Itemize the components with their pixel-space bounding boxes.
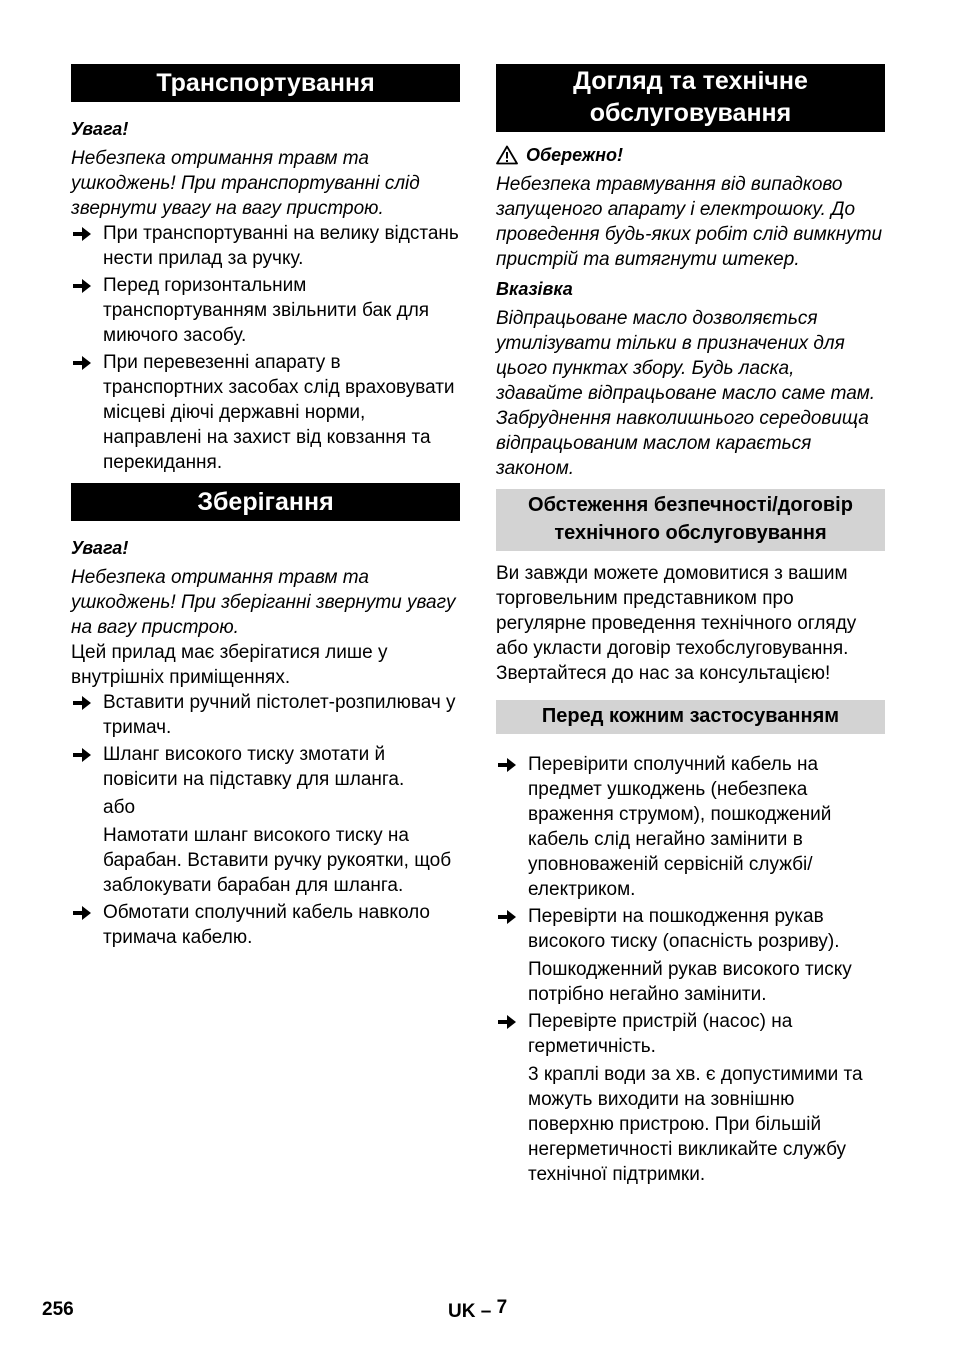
arrow-right-icon <box>498 757 516 773</box>
page-number: 256 <box>42 1299 74 1320</box>
heading-safety-inspection <box>496 489 885 551</box>
list-item-text: Перевірти на пошкодження рукав високого тиску (опасність розриву). <box>528 906 840 952</box>
arrow-right-icon <box>73 355 91 371</box>
list-item-text: При транспортуванні на велику відстань нести прилад за ручку. <box>103 223 459 269</box>
heading-safety-line2: технічного обслуговування <box>554 522 827 544</box>
care-note-text: Відпрацьоване масло дозволяється утилізувати тільки в призначених для цього пунктах збору. Будь ласка, здавайте відпрацьоване масло саме там. Забруднення навколишнього середовища відпрацьованим маслом карається законом. <box>496 308 876 479</box>
footer-lang-page: 7 <box>496 1297 508 1318</box>
arrow-right-icon <box>73 278 91 294</box>
footer-lang-prefix: UK – <box>448 1301 497 1322</box>
storage-intro: Цей прилад має зберігатися лише у внутрішніх приміщеннях. <box>71 642 388 688</box>
list-item <box>71 350 460 475</box>
list-item <box>71 900 460 950</box>
heading-care-line2: обслуговування <box>589 99 792 127</box>
arrow-right-icon <box>73 226 91 242</box>
storage-list <box>71 690 460 950</box>
warning-triangle-icon <box>496 145 518 165</box>
transport-list <box>71 221 460 475</box>
heading-transport: Транспортування <box>71 64 460 102</box>
arrow-right-icon <box>498 909 516 925</box>
list-item-text: Обмотати сполучний кабель навколо тримача кабелю. <box>103 902 430 948</box>
arrow-right-icon <box>73 905 91 921</box>
care-warning-text: Небезпека травмування від випадково запущеного апарату і електрошоку. До проведення будь-яких робіт слід вимкнути пристрій та витягнути штекер. <box>496 174 883 270</box>
right-column <box>496 64 885 1189</box>
arrow-right-icon <box>73 695 91 711</box>
list-item <box>71 273 460 348</box>
heading-care <box>496 64 885 132</box>
footer-lang <box>448 1296 507 1324</box>
arrow-right-icon <box>498 1014 516 1030</box>
arrow-right-icon <box>73 747 91 763</box>
heading-safety-line1: Обстеження безпечності/договір <box>528 494 853 516</box>
list-item-text: Перевірте пристрій (насос) на герметичність. <box>528 1011 793 1057</box>
storage-caution-text: Небезпека отримання травм та ушкоджень! При зберіганні звернути увагу на вагу пристрою. <box>71 567 456 638</box>
heading-before-use: Перед кожним застосуванням <box>496 700 885 734</box>
before-use-list <box>496 752 885 1187</box>
heading-storage: Зберігання <box>71 483 460 521</box>
list-item-or: або <box>103 797 136 818</box>
care-note-label: Вказівка <box>496 279 573 299</box>
list-item <box>496 752 885 902</box>
left-column <box>71 64 460 952</box>
list-item-text: Перед горизонтальним транспортуванням звільнити бак для миючого засобу. <box>103 275 430 346</box>
list-item <box>71 742 460 898</box>
list-item-sub: 3 краплі води за хв. є допустимими та можуть виходити на зовнішню поверхню пристрою. При більшій негерметичності викликайте службу технічної підтримки. <box>528 1064 863 1185</box>
transport-caution-label: Увага! <box>71 119 129 139</box>
transport-caution-text: Небезпека отримання травм та ушкоджень! При транспортуванні слід звернути увагу на вагу пристрою. <box>71 148 420 219</box>
care-warning-label-row <box>496 142 885 168</box>
safety-text: Ви завжди можете домовитися з вашим торговельним представником про регулярне проведення технічного огляду або укласти договір техобслуговування. Звертайтеся до нас за консультацією! <box>496 563 857 684</box>
list-item-text: Вставити ручний пістолет-розпилювач у тримач. <box>103 692 456 738</box>
list-item-text: При перевезенні апарату в транспортних засобах слід враховувати місцеві діючі державні норми, направлені на захист від ковзання та перекидання. <box>103 352 455 473</box>
list-item-text: Перевірити сполучний кабель на предмет ушкоджень (небезпека враження струмом), пошкоджений кабель слід негайно замінити в уповноваженій сервісній службі/електриком. <box>528 754 832 900</box>
list-item <box>496 904 885 1007</box>
list-item <box>71 690 460 740</box>
list-item-sub: Пошкодженний рукав високого тиску потрібно негайно замінити. <box>528 959 852 1005</box>
list-item-alt: Намотати шланг високого тиску на барабан. Вставити ручку рукоятки, щоб заблокувати барабан для шланга. <box>103 825 452 896</box>
list-item <box>71 221 460 271</box>
care-warning-label: Обережно! <box>526 145 624 165</box>
list-item-text: Шланг високого тиску змотати й повісити на підставку для шланга. <box>103 744 405 790</box>
list-item <box>496 1009 885 1187</box>
storage-caution-label: Увага! <box>71 538 129 558</box>
heading-care-line1: Догляд та технічне <box>573 67 808 95</box>
